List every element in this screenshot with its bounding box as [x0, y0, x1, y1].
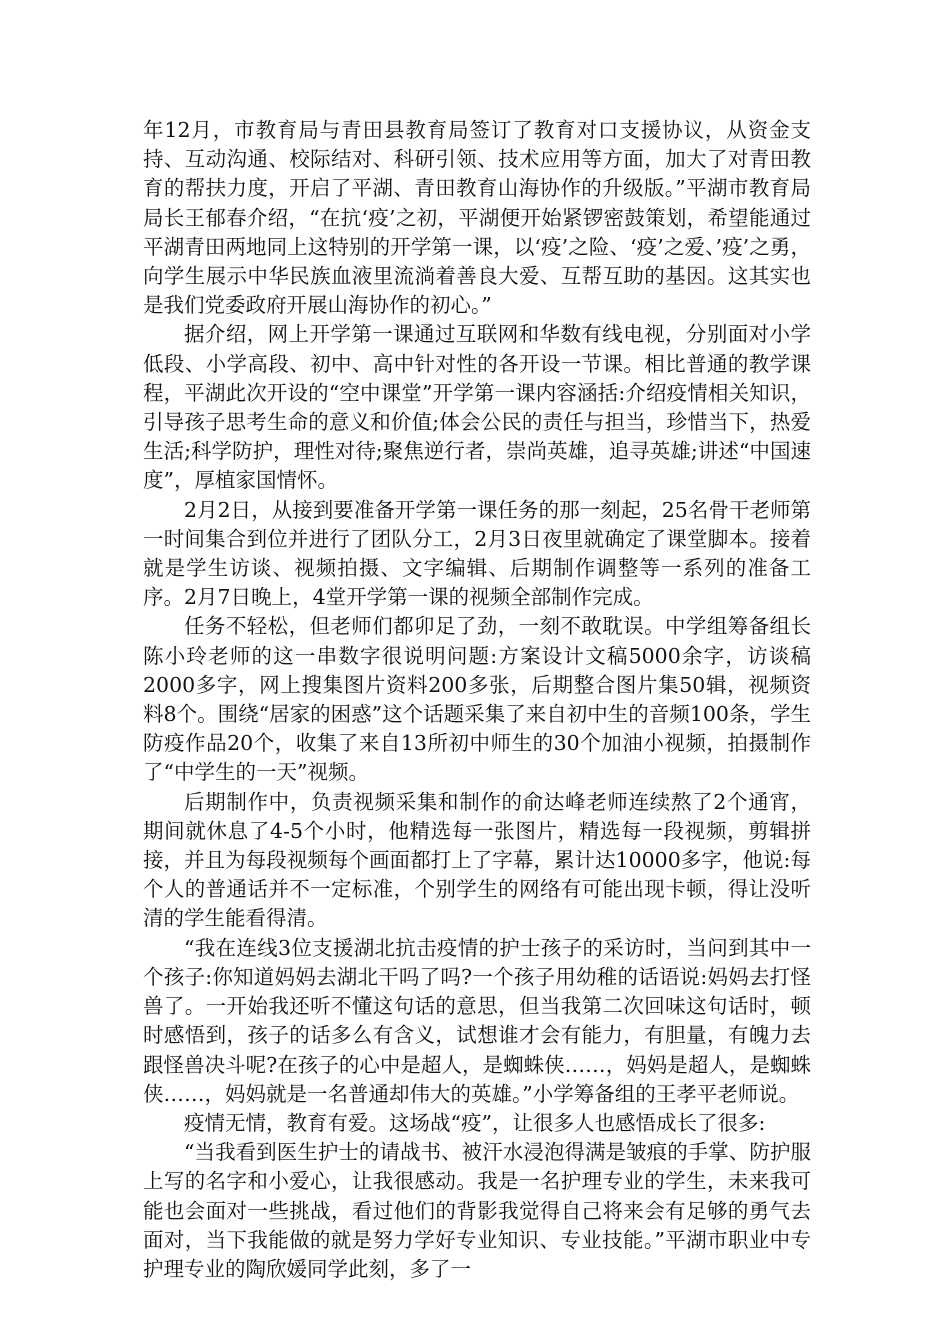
- paragraph: “我在连线3位支援湖北抗击疫情的护士孩子的采访时，当问到其中一个孩子:你知道妈妈去湖北干吗了吗?一个孩子用幼稚的话语说:妈妈去打怪兽了。一开始我还听不懂这句话的意思，但当我第二次回味这句话时，顿时感悟到，孩子的话多么有含义，试想谁才会有能力，有胆量，有魄力去跟怪兽决斗呢?在孩子的心中是超人，是蜘蛛侠……，妈妈是超人，是蜘蛛侠……，妈妈就是一名普通却伟大的英雄。”小学筹备组的王孝平老师说。: [143, 935, 811, 1106]
- paragraph: 年12月，市教育局与青田县教育局签订了教育对口支援协议，从资金支持、互动沟通、校际结对、科研引领、技术应用等方面，加大了对青田教育的帮扶力度，开启了平湖、青田教育山海协作的升级版。”平湖市教育局局长王郁春介绍，“在抗‘疫’之初，平湖便开始紧锣密鼓策划，希望能通过平湖青田两地同上这特别的开学第一课，以‘疫’之险、‘疫’之爱、’疫’之勇，向学生展示中华民族血液里流淌着善良大爱、互帮互助的基因。这其实也是我们党委政府开展山海协作的初心。”: [143, 118, 811, 318]
- article-body: [143, 116, 811, 1284]
- paragraph: 后期制作中，负责视频采集和制作的俞达峰老师连续熬了2个通宵，期间就休息了4-5个小时，他精选每一张图片，精选每一段视频，剪辑拼接，并且为每段视频每个画面都打上了字幕，累计达10000多字，他说:每个人的普通话并不一定标准，个别学生的网络有可能出现卡顿，得让没听清的学生能看得清。: [143, 789, 811, 931]
- paragraph: 疫情无情，教育有爱。这场战“疫”，让很多人也感悟成长了很多:: [184, 1110, 766, 1135]
- paragraph: 2月2日，从接到要准备开学第一课任务的那一刻起，25名骨干老师第一时间集合到位并进行了团队分工，2月3日夜里就确定了课堂脚本。接着就是学生访谈、视频拍摄、文字编辑、后期制作调整等一系列的准备工序。2月7日晚上，4堂开学第一课的视频全部制作完成。: [143, 497, 811, 610]
- paragraph: “当我看到医生护士的请战书、被汗水浸泡得满是皱痕的手掌、防护服上写的名字和小爱心，让我很感动。我是一名护理专业的学生，未来我可能也会面对一些挑战，看过他们的背影我觉得自己将来会有足够的勇气去面对，当下我能做的就是努力学好专业知识、专业技能。”平湖市职业中专护理专业的陶欣媛同学此刻，多了一: [143, 1140, 811, 1281]
- paragraph: 任务不轻松，但老师们都卯足了劲，一刻不敢耽误。中学组筹备组长陈小玲老师的这一串数字很说明问题:方案设计文稿5000余字，访谈稿2000多字，网上搜集图片资料200多张，后期整合图片集50辑，视频资料8个。围绕“居家的困惑”这个话题采集了来自初中生的音频100条，学生防疫作品20个，收集了来自13所初中师生的30个加油小视频，拍摄制作了“中学生的一天”视频。: [143, 614, 811, 785]
- paragraph: 据介绍，网上开学第一课通过互联网和华数有线电视，分别面对小学低段、小学高段、初中、高中针对性的各开设一节课。相比普通的教学课程，平湖此次开设的“空中课堂”开学第一课内容涵括:介绍疫情相关知识，引导孩子思考生命的意义和价值;体会公民的责任与担当，珍惜当下，热爱生活;科学防护，理性对待;聚焦逆行者，崇尚英雄，追寻英雄;讲述“中国速度”，厚植家国情怀。: [143, 322, 811, 493]
